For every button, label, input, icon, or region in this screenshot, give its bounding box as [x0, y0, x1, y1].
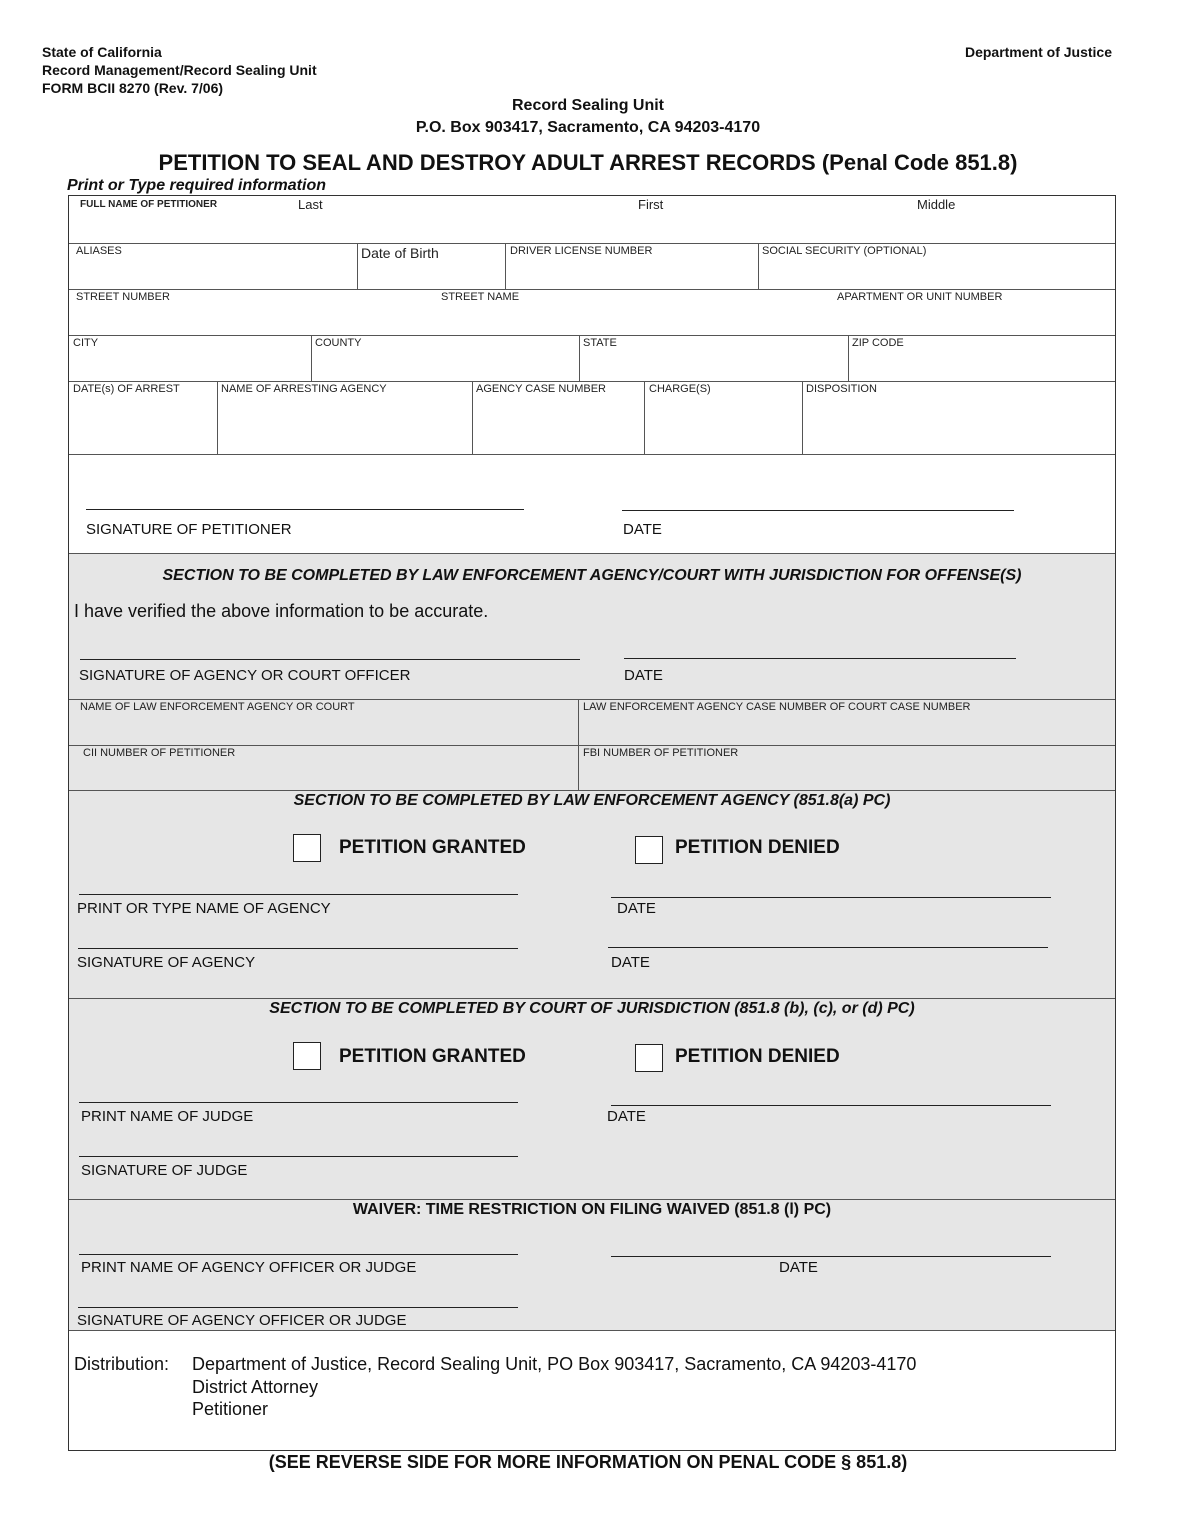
agency-signature-label: SIGNATURE OF AGENCY [77, 954, 256, 971]
petitioner-signature-label: SIGNATURE OF PETITIONER [86, 521, 292, 538]
court-granted-label: PETITION GRANTED [339, 1046, 526, 1067]
form-number: FORM BCII 8270 (Rev. 7/06) [42, 80, 224, 96]
city-label: CITY [73, 337, 99, 349]
waiver-signature-label: SIGNATURE OF AGENCY OFFICER OR JUDGE [77, 1312, 407, 1329]
county-label: COUNTY [315, 337, 362, 349]
disposition-label: DISPOSITION [806, 383, 877, 395]
court-date-label: DATE [607, 1108, 646, 1125]
distribution-label: Distribution: [74, 1354, 170, 1374]
ssn-label: SOCIAL SECURITY (OPTIONAL) [762, 245, 927, 257]
agency-name-line[interactable] [79, 894, 518, 895]
officer-date-line[interactable] [624, 658, 1016, 659]
court-granted-checkbox[interactable] [293, 1042, 321, 1070]
page-title: PETITION TO SEAL AND DESTROY ADULT ARREST RECORDS (Penal Code 851.8) [158, 150, 1018, 175]
waiver-signature-line[interactable] [78, 1307, 518, 1308]
first-name-label: First [638, 197, 664, 212]
le-granted-checkbox[interactable] [293, 834, 321, 862]
court-case-number-label: LAW ENFORCEMENT AGENCY CASE NUMBER OF COURT CASE NUMBER [583, 701, 971, 713]
reverse-side-note: (SEE REVERSE SIDE FOR MORE INFORMATION ON PENAL CODE § 851.8) [268, 1452, 908, 1472]
court-denied-label: PETITION DENIED [675, 1046, 840, 1067]
agency-signature-line[interactable] [78, 948, 518, 949]
court-denied-checkbox[interactable] [635, 1044, 663, 1072]
full-name-label: FULL NAME OF PETITIONER [80, 199, 218, 210]
le-date-label-2: DATE [611, 954, 650, 971]
le-denied-checkbox[interactable] [635, 836, 663, 864]
judge-print-name-label: PRINT NAME OF JUDGE [81, 1108, 254, 1125]
waiver-name-line[interactable] [79, 1254, 518, 1255]
le-date-line-1[interactable] [611, 897, 1051, 898]
header-state: State of California [42, 44, 162, 60]
arresting-agency-label: NAME OF ARRESTING AGENCY [221, 383, 387, 395]
court-date-line[interactable] [611, 1105, 1051, 1106]
le-date-line-2[interactable] [608, 947, 1048, 948]
waiver-date-line[interactable] [611, 1256, 1051, 1257]
header-department: Department of Justice [964, 44, 1112, 60]
dates-of-arrest-label: DATE(s) OF ARREST [73, 383, 180, 395]
petitioner-date-line[interactable] [622, 510, 1014, 511]
street-number-label: STREET NUMBER [76, 291, 170, 303]
last-name-label: Last [298, 197, 323, 212]
distribution-petitioner: Petitioner [192, 1399, 269, 1419]
agency-case-label: AGENCY CASE NUMBER [476, 383, 606, 395]
agency-print-name-label: PRINT OR TYPE NAME OF AGENCY [77, 900, 331, 917]
street-name-label: STREET NAME [441, 291, 520, 303]
law-enforcement-section-title: SECTION TO BE COMPLETED BY LAW ENFORCEMENT AGENCY (851.8(a) PC) [293, 792, 891, 809]
judge-signature-label: SIGNATURE OF JUDGE [81, 1162, 248, 1179]
cii-number-label: CII NUMBER OF PETITIONER [83, 747, 236, 759]
office-name: Record Sealing Unit [511, 97, 665, 114]
waiver-title: WAIVER: TIME RESTRICTION ON FILING WAIVED (851.8 (l) PC) [352, 1201, 832, 1218]
apartment-label: APARTMENT OR UNIT NUMBER [837, 291, 1003, 303]
judge-signature-line[interactable] [79, 1156, 518, 1157]
distribution-doj: Department of Justice, Record Sealing Unit, PO Box 903417, Sacramento, CA 94203-4170 [192, 1354, 917, 1374]
aliases-label: ALIASES [76, 245, 122, 257]
charges-label: CHARGE(S) [649, 383, 711, 395]
fbi-number-label: FBI NUMBER OF PETITIONER [583, 747, 739, 759]
petitioner-signature-line[interactable] [86, 509, 524, 510]
petitioner-date-label: DATE [623, 521, 662, 538]
le-denied-label: PETITION DENIED [675, 837, 840, 858]
petition-form [68, 195, 1116, 1451]
instruction-text: Print or Type required information [67, 177, 326, 194]
officer-date-label: DATE [624, 667, 663, 684]
agency-court-section-title: SECTION TO BE COMPLETED BY LAW ENFORCEMENT AGENCY/COURT WITH JURISDICTION FOR OFFENSE(S) [162, 567, 1022, 584]
waiver-date-label: DATE [779, 1259, 818, 1276]
middle-name-label: Middle [917, 197, 956, 212]
judge-name-line[interactable] [79, 1102, 518, 1103]
officer-signature-label: SIGNATURE OF AGENCY OR COURT OFFICER [79, 667, 411, 684]
office-address: P.O. Box 903417, Sacramento, CA 94203-4170 [415, 119, 761, 136]
officer-signature-line[interactable] [80, 659, 580, 660]
zip-label: ZIP CODE [852, 337, 904, 349]
state-label: STATE [583, 337, 617, 349]
dob-label: Date of Birth [361, 245, 439, 261]
court-section-title: SECTION TO BE COMPLETED BY COURT OF JURISDICTION (851.8 (b), (c), or (d) PC) [269, 1000, 915, 1017]
le-date-label-1: DATE [617, 900, 656, 917]
verification-statement: I have verified the above information to be accurate. [74, 601, 489, 621]
le-granted-label: PETITION GRANTED [339, 837, 526, 858]
distribution-da: District Attorney [192, 1377, 319, 1397]
agency-name-label: NAME OF LAW ENFORCEMENT AGENCY OR COURT [80, 701, 355, 713]
driver-license-label: DRIVER LICENSE NUMBER [510, 245, 653, 257]
waiver-print-name-label: PRINT NAME OF AGENCY OFFICER OR JUDGE [81, 1259, 417, 1276]
header-unit: Record Management/Record Sealing Unit [42, 62, 317, 78]
